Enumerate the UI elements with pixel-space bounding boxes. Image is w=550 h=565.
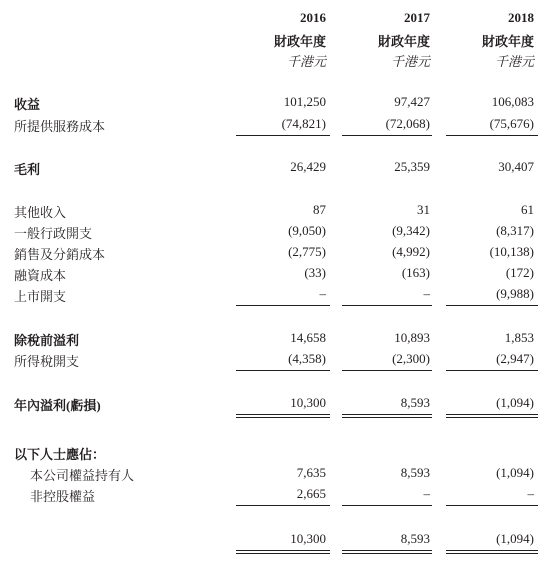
row-label-gross-profit: 毛利 — [14, 162, 41, 177]
cell-profit-before-tax-2016: 14,658 — [290, 330, 326, 345]
row-label-equity-holders: 本公司權益持有人 — [30, 468, 135, 483]
fiscal-year-label-2017: 財政年度 — [377, 34, 430, 49]
subtotal-rule — [236, 135, 330, 136]
row-label-selling-costs: 銷售及分銷成本 — [14, 247, 106, 262]
subtotal-rule — [236, 370, 330, 371]
fiscal-year-label-2016: 財政年度 — [273, 34, 326, 49]
cell-revenue-2016: 101,250 — [283, 94, 326, 109]
total-double-rule — [236, 553, 330, 554]
cell-non-controlling-2017: – — [423, 486, 430, 501]
row-label-listing-expenses: 上市開支 — [14, 289, 67, 304]
year-header-2016: 2016 — [300, 10, 326, 25]
total-double-rule — [446, 414, 538, 415]
cell-listing-expenses-2017: – — [423, 286, 430, 301]
cell-total-attributable-2017: 8,593 — [400, 531, 430, 546]
cell-equity-holders-2018: (1,094) — [496, 465, 534, 480]
row-label-cost-of-services: 所提供服務成本 — [14, 119, 106, 134]
unit-label-2016: 千港元 — [286, 54, 326, 69]
cell-other-income-2016: 87 — [313, 202, 326, 217]
row-label-income-tax: 所得稅開支 — [14, 354, 80, 369]
cell-listing-expenses-2016: – — [319, 286, 326, 301]
cell-profit-before-tax-2018: 1,853 — [504, 330, 534, 345]
cell-income-tax-2018: (2,947) — [496, 351, 534, 366]
total-double-rule — [446, 550, 538, 551]
subtotal-rule — [446, 305, 538, 306]
cell-cost-of-services-2017: (72,068) — [385, 116, 430, 131]
total-double-rule — [446, 417, 538, 418]
cell-revenue-2018: 106,083 — [491, 94, 534, 109]
cell-other-income-2018: 61 — [521, 202, 534, 217]
cell-revenue-2017: 97,427 — [394, 94, 430, 109]
total-double-rule — [446, 553, 538, 554]
cell-selling-costs-2017: (4,992) — [392, 244, 430, 259]
cell-income-tax-2016: (4,358) — [288, 351, 326, 366]
year-header-2017: 2017 — [404, 10, 430, 25]
cell-total-attributable-2016: 10,300 — [290, 531, 326, 546]
subtotal-rule — [236, 305, 330, 306]
cell-equity-holders-2016: 7,635 — [296, 465, 326, 480]
unit-label-2018: 千港元 — [494, 54, 534, 69]
row-label-other-income: 其他收入 — [14, 205, 67, 220]
total-double-rule — [236, 550, 330, 551]
row-label-profit-before-tax: 除稅前溢利 — [14, 333, 80, 348]
cell-listing-expenses-2018: (9,988) — [496, 286, 534, 301]
cell-profit-for-year-2018: (1,094) — [496, 395, 534, 410]
cell-cost-of-services-2018: (75,676) — [489, 116, 534, 131]
cell-income-tax-2017: (2,300) — [392, 351, 430, 366]
subtotal-rule — [446, 135, 538, 136]
cell-gross-profit-2016: 26,429 — [290, 159, 326, 174]
cell-total-attributable-2018: (1,094) — [496, 531, 534, 546]
subtotal-rule — [342, 505, 432, 506]
cell-admin-expenses-2017: (9,342) — [392, 223, 430, 238]
cell-gross-profit-2018: 30,407 — [498, 159, 534, 174]
subtotal-rule — [342, 305, 432, 306]
cell-non-controlling-2018: – — [527, 486, 534, 501]
subtotal-rule — [446, 370, 538, 371]
row-label-profit-for-year: 年內溢利(虧損) — [14, 398, 101, 413]
subtotal-rule — [446, 505, 538, 506]
total-double-rule — [236, 417, 330, 418]
cell-equity-holders-2017: 8,593 — [400, 465, 430, 480]
cell-selling-costs-2016: (2,775) — [288, 244, 326, 259]
total-double-rule — [342, 417, 432, 418]
total-double-rule — [236, 414, 330, 415]
cell-admin-expenses-2016: (9,050) — [288, 223, 326, 238]
total-double-rule — [342, 414, 432, 415]
cell-non-controlling-2016: 2,665 — [296, 486, 326, 501]
cell-profit-for-year-2017: 8,593 — [400, 395, 430, 410]
cell-gross-profit-2017: 25,359 — [394, 159, 430, 174]
cell-other-income-2017: 31 — [417, 202, 430, 217]
cell-selling-costs-2018: (10,138) — [489, 244, 534, 259]
cell-cost-of-services-2016: (74,821) — [281, 116, 326, 131]
fiscal-year-label-2018: 財政年度 — [481, 34, 534, 49]
cell-finance-costs-2018: (172) — [505, 265, 534, 280]
row-label-finance-costs: 融資成本 — [14, 268, 67, 283]
cell-finance-costs-2017: (163) — [401, 265, 430, 280]
subtotal-rule — [342, 370, 432, 371]
subtotal-rule — [342, 135, 432, 136]
total-double-rule — [342, 553, 432, 554]
total-double-rule — [342, 550, 432, 551]
cell-profit-for-year-2016: 10,300 — [290, 395, 326, 410]
row-label-non-controlling-interests: 非控股權益 — [30, 489, 96, 504]
cell-finance-costs-2016: (33) — [304, 265, 326, 280]
cell-admin-expenses-2018: (8,317) — [496, 223, 534, 238]
row-label-revenue: 收益 — [14, 97, 41, 112]
year-header-2018: 2018 — [508, 10, 534, 25]
row-label-admin-expenses: 一般行政開支 — [14, 226, 93, 241]
subtotal-rule — [236, 505, 330, 506]
row-label-attributable-to: 以下人士應佔： — [14, 447, 106, 462]
unit-label-2017: 千港元 — [390, 54, 430, 69]
cell-profit-before-tax-2017: 10,893 — [394, 330, 430, 345]
